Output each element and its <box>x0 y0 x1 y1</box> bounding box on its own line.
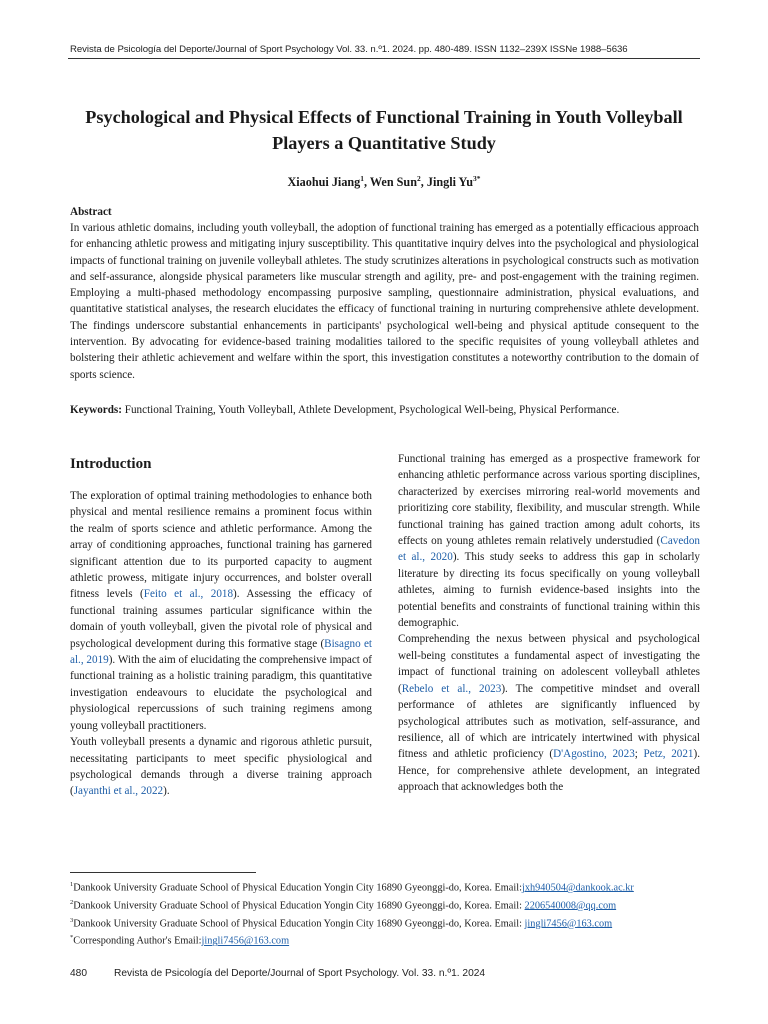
keywords-line <box>70 402 699 418</box>
footnote-mark: 2 <box>70 898 74 906</box>
email-link[interactable]: 2206540008@qq.com <box>524 900 617 912</box>
left-column <box>70 488 372 800</box>
running-header: Revista de Psicología del Deporte/Journal of Sport Psychology Vol. 33. n.º1. 2024. pp. 480-489. ISSN 1132–239X ISSNe 1988–5636 <box>70 44 628 55</box>
paragraph-text: ). Assessing the efficacy of functional training assumes particular significance within the domain of youth volleyball, given the pivotal role of physical and psychological development during this formative stage ( <box>70 588 372 650</box>
paragraph-text: ). <box>163 785 170 798</box>
introduction-heading: Introduction <box>70 456 152 472</box>
footnote-text: Corresponding Author's Email: <box>73 935 202 947</box>
author-name: Xiaohui Jiang <box>287 175 361 190</box>
paragraph <box>398 631 700 795</box>
footnote <box>70 931 710 949</box>
article-title: Psychological and Physical Effects of Functional Training in Youth Volleyball Players a Quantitative Study <box>85 107 683 153</box>
email-link[interactable]: jingli7456@163.com <box>201 935 290 947</box>
paragraph-text: ). This study seeks to address this gap in scholarly literature by directing its focus specifically on young volleyball athletes, aiming to furnish evidence-based insights into the potential benefits and constraints of functional training within this demographic. <box>398 551 700 630</box>
author-affiliation-mark: 3* <box>473 174 481 183</box>
citation-link[interactable]: Feito et al., 2018 <box>143 588 234 601</box>
paragraph-text: ). The competitive mindset and overall performance of athletes are significantly influenced by psychological attributes such as motivation, self-assurance, and resilience, all of which are intricately intertwined with physical fitness and athletic proficiency ( <box>398 682 700 761</box>
paragraph-text: ). Hence, for comprehensive athlete development, an integrated approach that acknowledges both the <box>398 748 700 794</box>
footer-journal: Revista de Psicología del Deporte/Journal of Sport Psychology. Vol. 33. n.º1. 2024 <box>114 968 486 979</box>
author-separator: , <box>420 175 427 190</box>
keywords-label: Keywords: <box>70 404 122 416</box>
author-list <box>70 174 698 190</box>
footnote-text: Dankook University Graduate School of Physical Education Yongin City 16890 Gyeonggi-do, Korea. Email: <box>73 918 522 930</box>
abstract-text: In various athletic domains, including youth volleyball, the adoption of functional training has emerged as a potentially efficacious approach for enhancing athletic prowess and mitigating injury susceptibility. This quantitative inquiry delves into the psychological and physiological impacts of functional training on juvenile volleyball athletes. The study scrutinizes alterations in psychological constructs such as motivation and self-assurance, alongside physical parameters like muscular strength and agility, pre- and post-engagement with the training regimen. Employing a multi-phased methodology encompassing purposive sampling, questionnaire administration, physical evaluations, and quantitative statistical analyses, the research elucidates the efficacy of functional training in nurturing comprehensive athlete development. The findings underscore substantial enhancements in participants' psychological well-being and physical aptitude consequent to the intervention. By advocating for evidence-based training modalities tailored to the specific requisites of young volleyball athletes and bolstering their athletic achievement and welfare within the sport, this investigation constitutes a noteworthy contribution to the domain of sports science. <box>70 222 699 381</box>
right-column <box>398 451 700 796</box>
author-name: Jingli Yu <box>426 175 474 190</box>
citation-link[interactable]: Rebelo et al., 2023 <box>401 682 502 695</box>
footnote-mark: * <box>70 934 74 942</box>
footnote <box>70 878 710 896</box>
paragraph <box>70 488 372 734</box>
citation-link[interactable]: Cavedon et al., 2020 <box>398 535 700 564</box>
page-footer <box>70 968 485 979</box>
footnote <box>70 914 710 932</box>
footnote-rule <box>70 872 256 873</box>
citation-link[interactable]: Bisagno et al., 2019 <box>70 637 372 667</box>
paragraph <box>398 451 700 631</box>
footnote-text: Dankook University Graduate School of Physical Education Yongin City 16890 Gyeonggi-do, Korea. Email: <box>73 900 522 912</box>
paragraph-text: Comprehending the nexus between physical and psychological well-being constitutes a fundamental aspect of investigating the impact of functional training on adolescent volleyball athletes ( <box>398 633 700 695</box>
author-affiliation-mark: 1 <box>360 174 365 183</box>
keywords-text: Functional Training, Youth Volleyball, Athlete Development, Psychological Well-being, Physical Performance. <box>124 404 620 416</box>
paragraph-text: Functional training has emerged as a prospective framework for enhancing athletic performance across various sporting disciplines, characterized by exercises mirroring real-world movements and prioritizing core stability, flexibility, and muscular strength. While functional training has gained traction among adult cohorts, its effects on young athletes remain relatively understudied ( <box>398 453 700 548</box>
paragraph-text: ; <box>634 748 644 761</box>
paragraph-text: Youth volleyball presents a dynamic and rigorous athletic pursuit, necessitating participants to meet specific physiological and psychological demands through a diverse training approach ( <box>70 736 372 798</box>
email-link[interactable]: jingli7456@163.com <box>524 918 613 930</box>
footnote-mark: 3 <box>70 916 74 924</box>
citation-link[interactable]: Jayanthi et al., 2022 <box>73 785 164 798</box>
footnote <box>70 896 710 914</box>
paragraph-text: The exploration of optimal training methodologies to enhance both physical and mental resilience remains a prominent focus within the realm of sports science and athletic performance. Among the array of conditioning approaches, functional training has garnered significant attention due to its purported capacity to augment athletic prowess, mitigate injury occurrences, and bolster overall fitness levels ( <box>70 490 372 601</box>
citation-link[interactable]: Petz, 2021 <box>643 748 694 761</box>
paragraph-text: ). With the aim of elucidating the comprehensive impact of functional training as a holistic training paradigm, this quantitative investigation endeavours to elucidate the psychological and physiological repercussions of such training regimens among young volleyball practitioners. <box>70 654 372 732</box>
author-name: Wen Sun <box>369 175 417 190</box>
author-separator: , <box>364 175 370 190</box>
email-link[interactable]: jxh940504@dankook.ac.kr <box>521 882 634 894</box>
header-rule <box>68 58 700 59</box>
paragraph <box>70 734 372 800</box>
page-number: 480 <box>70 968 87 979</box>
author-affiliation-mark: 2 <box>417 174 421 183</box>
footnotes <box>70 878 710 949</box>
abstract-heading: Abstract <box>70 206 112 218</box>
footnote-text: Dankook University Graduate School of Physical Education Yongin City 16890 Gyeonggi-do, Korea. Email: <box>73 882 522 894</box>
citation-link[interactable]: D'Agostino, 2023 <box>553 748 635 761</box>
footnote-mark: 1 <box>70 881 74 888</box>
